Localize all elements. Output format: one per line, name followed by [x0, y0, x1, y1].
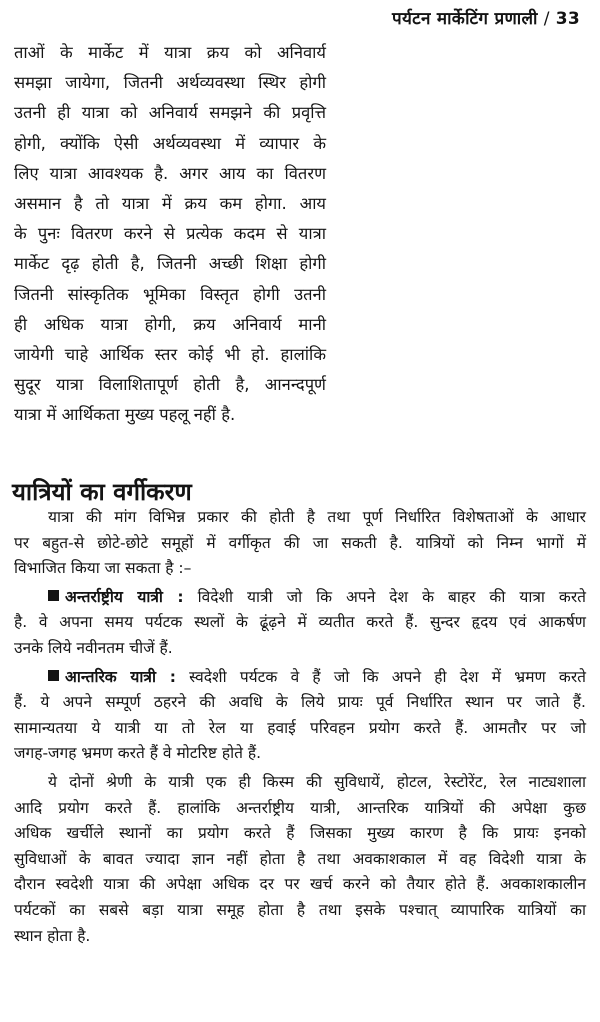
text-line: होगी, क्योंकि ऐसी अर्थव्यवस्था में व्यापार के: [14, 133, 326, 153]
text-line: विभाजित किया जा सकता है :–: [14, 559, 192, 578]
square-bullet-icon: [48, 670, 59, 681]
text-line: समझा जायेगा, जितनी अर्थव्यवस्था स्थिर होगी: [14, 73, 326, 93]
section-body: [14, 505, 586, 949]
text-line: यात्रा में आर्थिकता मुख्य पहलू नहीं है.: [14, 405, 236, 425]
text-line: के पुनः वितरण करने से प्रत्येक कदम से यात्रा: [14, 224, 326, 244]
text-line: सामान्यतया ये यात्री या तो रेल या हवाई परिवहन प्रयोग करते हैं. आमतौर पर जो: [14, 718, 586, 737]
square-bullet-icon: [48, 590, 59, 601]
text-line: हैं. ये अपने सम्पूर्ण ठहरने की अवधि के लिये प्रायः पूर्व निर्धारित स्थान पर जाते हैं.: [14, 693, 586, 712]
intro-paragraph: [14, 38, 326, 431]
page-number: 33: [555, 9, 580, 29]
text-line: [14, 665, 586, 691]
text-line: आदि प्रयोग करते हैं. हालांकि अन्तर्राष्ट्रीय यात्री, आन्तरिक यात्रियों की अपेक्षा कुछ: [14, 798, 586, 817]
section-heading: यात्रियों का वर्गीकरण: [12, 478, 192, 506]
bullet-international-traveller: [14, 585, 586, 662]
text-line: यात्रा की मांग विभिन्न प्रकार की होती है तथा पूर्ण निर्धारित विशेषताओं के आधार: [48, 508, 586, 526]
text-line: सुदूर यात्रा विलाशितापूर्ण होती है, आनन्दपूर्ण: [14, 375, 326, 395]
text-line: जितनी सांस्कृतिक भूमिका विस्तृत होगी उतनी: [14, 284, 326, 304]
text-line: लिए यात्रा आवश्यक है. अगर आय का वितरण: [14, 163, 326, 183]
text-line: असमान है तो यात्रा में क्रय कम होगा. आय: [14, 194, 326, 214]
running-header: [392, 6, 580, 29]
bullet-term: अन्तर्राष्ट्रीय यात्री :: [65, 587, 184, 606]
text-line: है. वे अपना समय पर्यटक स्थलों के ढूंढ़ने में व्यतीत करते हैं. सुन्दर हृदय एवं आकर्षण: [14, 613, 586, 632]
text-line: सुविधाओं के बावत ज्यादा ज्ञान नहीं होता है तथा अवकाशकाल में वह विदेशी यात्रा के: [14, 849, 586, 868]
bullet-domestic-traveller: [14, 665, 586, 767]
text-line: ये दोनों श्रेणी के यात्री एक ही किस्म की सुविधायें, होटल, रेस्टोरेंट, रेल नाट्यशाला: [48, 772, 586, 791]
text-line: पर बहुत-से छोटे-छोटे समूहों में वर्गीकृत की जा सकती है. यात्रियों को निम्न भागों में: [14, 533, 586, 552]
text-line: अधिक खर्चीले स्थानों का प्रयोग करते हैं जिसका मुख्य कारण है कि प्रायः इनको: [14, 824, 586, 843]
text-line: स्थान होता है.: [14, 926, 91, 945]
text-line: उनके लिये नवीनतम चीजें हैं.: [14, 638, 173, 657]
header-separator: /: [543, 9, 550, 29]
bullet-text: विदेशी यात्री जो कि अपने देश के बाहर की यात्रा करते: [197, 587, 586, 606]
text-line: जगह-जगह भ्रमण करते हैं वे मोटरिष्ट होते हैं.: [14, 744, 262, 763]
text-line: जायेगी चाहे आर्थिक स्तर कोई भी हो. हालांकि: [14, 345, 326, 365]
text-line: ताओं के मार्केट में यात्रा क्रय को अनिवार्य: [14, 43, 326, 62]
bullet-term: आन्तरिक यात्री :: [65, 667, 176, 686]
text-line: उतनी ही यात्रा को अनिवार्य समझने की प्रवृत्ति: [14, 103, 326, 123]
book-title: पर्यटन मार्केटिंग प्रणाली: [391, 9, 538, 29]
text-line: दौरान स्वदेशी यात्रा की अपेक्षा अधिक दर पर खर्च करने को तैयार होते हैं. अवकाशकालीन: [14, 875, 586, 894]
paragraph-classification-intro: [14, 505, 586, 582]
bullet-text: स्वदेशी पर्यटक वे हैं जो कि अपने ही देश में भ्रमण करते: [189, 667, 586, 686]
text-line: [14, 585, 586, 611]
paragraph-comparison: [14, 770, 586, 949]
text-line: ही अधिक यात्रा होगी, क्रय अनिवार्य मानी: [14, 314, 326, 334]
text-line: मार्केट दृढ़ होती है, जितनी अच्छी शिक्षा होगी: [14, 254, 326, 274]
text-line: पर्यटकों का सबसे बड़ा यात्रा समूह होता है तथा इसके पश्चात् व्यापारिक यात्रियों का: [14, 900, 586, 919]
